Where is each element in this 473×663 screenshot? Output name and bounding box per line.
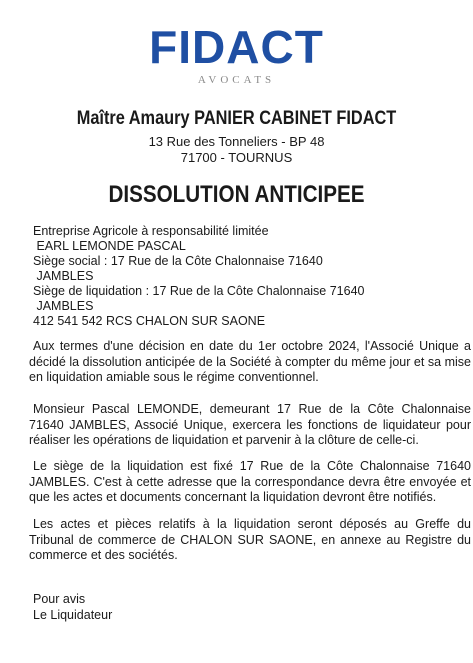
company-registration: 412 541 542 RCS CHALON SUR SAONE <box>33 314 266 328</box>
paragraph-liquidation-seat: Le siège de la liquidation est fixé 17 Rue de la Côte Chalonnaise 71640 JAMBLES. C'est à cette adresse que la correspondance devra être envoyée et que les actes et documents concernant la liquidation devront être notifiés. <box>29 459 471 504</box>
logo-wordmark: FIDACT <box>149 21 324 73</box>
fidact-logo <box>0 21 473 86</box>
company-liquidation-office-city: JAMBLES <box>33 299 94 313</box>
office-title: Maître Amaury PANIER CABINET FIDACT <box>76 108 397 129</box>
office-address-line1: 13 Rue des Tonneliers - BP 48 <box>148 134 325 149</box>
office-address-line2: 71700 - TOURNUS <box>180 150 293 165</box>
paragraph-liquidator: Monsieur Pascal LEMONDE, demeurant 17 Rue de la Côte Chalonnaise 71640 JAMBLES, Associé Unique, exercera les fonctions de liquidateur pour réaliser les opérations de liquidation et parvenir à la clôture de celle-ci. <box>29 402 471 447</box>
signoff-line1: Pour avis <box>33 592 86 606</box>
company-liquidation-office: Siège de liquidation : 17 Rue de la Côte Chalonnaise 71640 <box>33 284 365 298</box>
company-head-office-city: JAMBLES <box>33 269 94 283</box>
office-address <box>0 134 473 166</box>
company-details <box>33 224 453 329</box>
signoff-line2: Le Liquidateur <box>33 608 113 622</box>
paragraph-decision: Aux termes d'une décision en date du 1er octobre 2024, l'Associé Unique a décidé la dissolution anticipée de la Société à compter du même jour et sa mise en liquidation amiable sous le régime conventionnel. <box>29 339 471 384</box>
company-name: EARL LEMONDE PASCAL <box>33 239 186 253</box>
signoff <box>33 591 112 623</box>
company-head-office: Siège social : 17 Rue de la Côte Chalonnaise 71640 <box>33 254 323 268</box>
company-legal-form: Entreprise Agricole à responsabilité limitée <box>33 224 269 238</box>
paragraph-filing: Les actes et pièces relatifs à la liquidation seront déposés au Greffe du Tribunal de commerce de CHALON SUR SAONE, en annexe au Registre du commerce et des sociétés. <box>29 517 471 562</box>
notice-title: DISSOLUTION ANTICIPEE <box>108 181 365 208</box>
logo-subtitle: AVOCATS <box>197 74 276 86</box>
